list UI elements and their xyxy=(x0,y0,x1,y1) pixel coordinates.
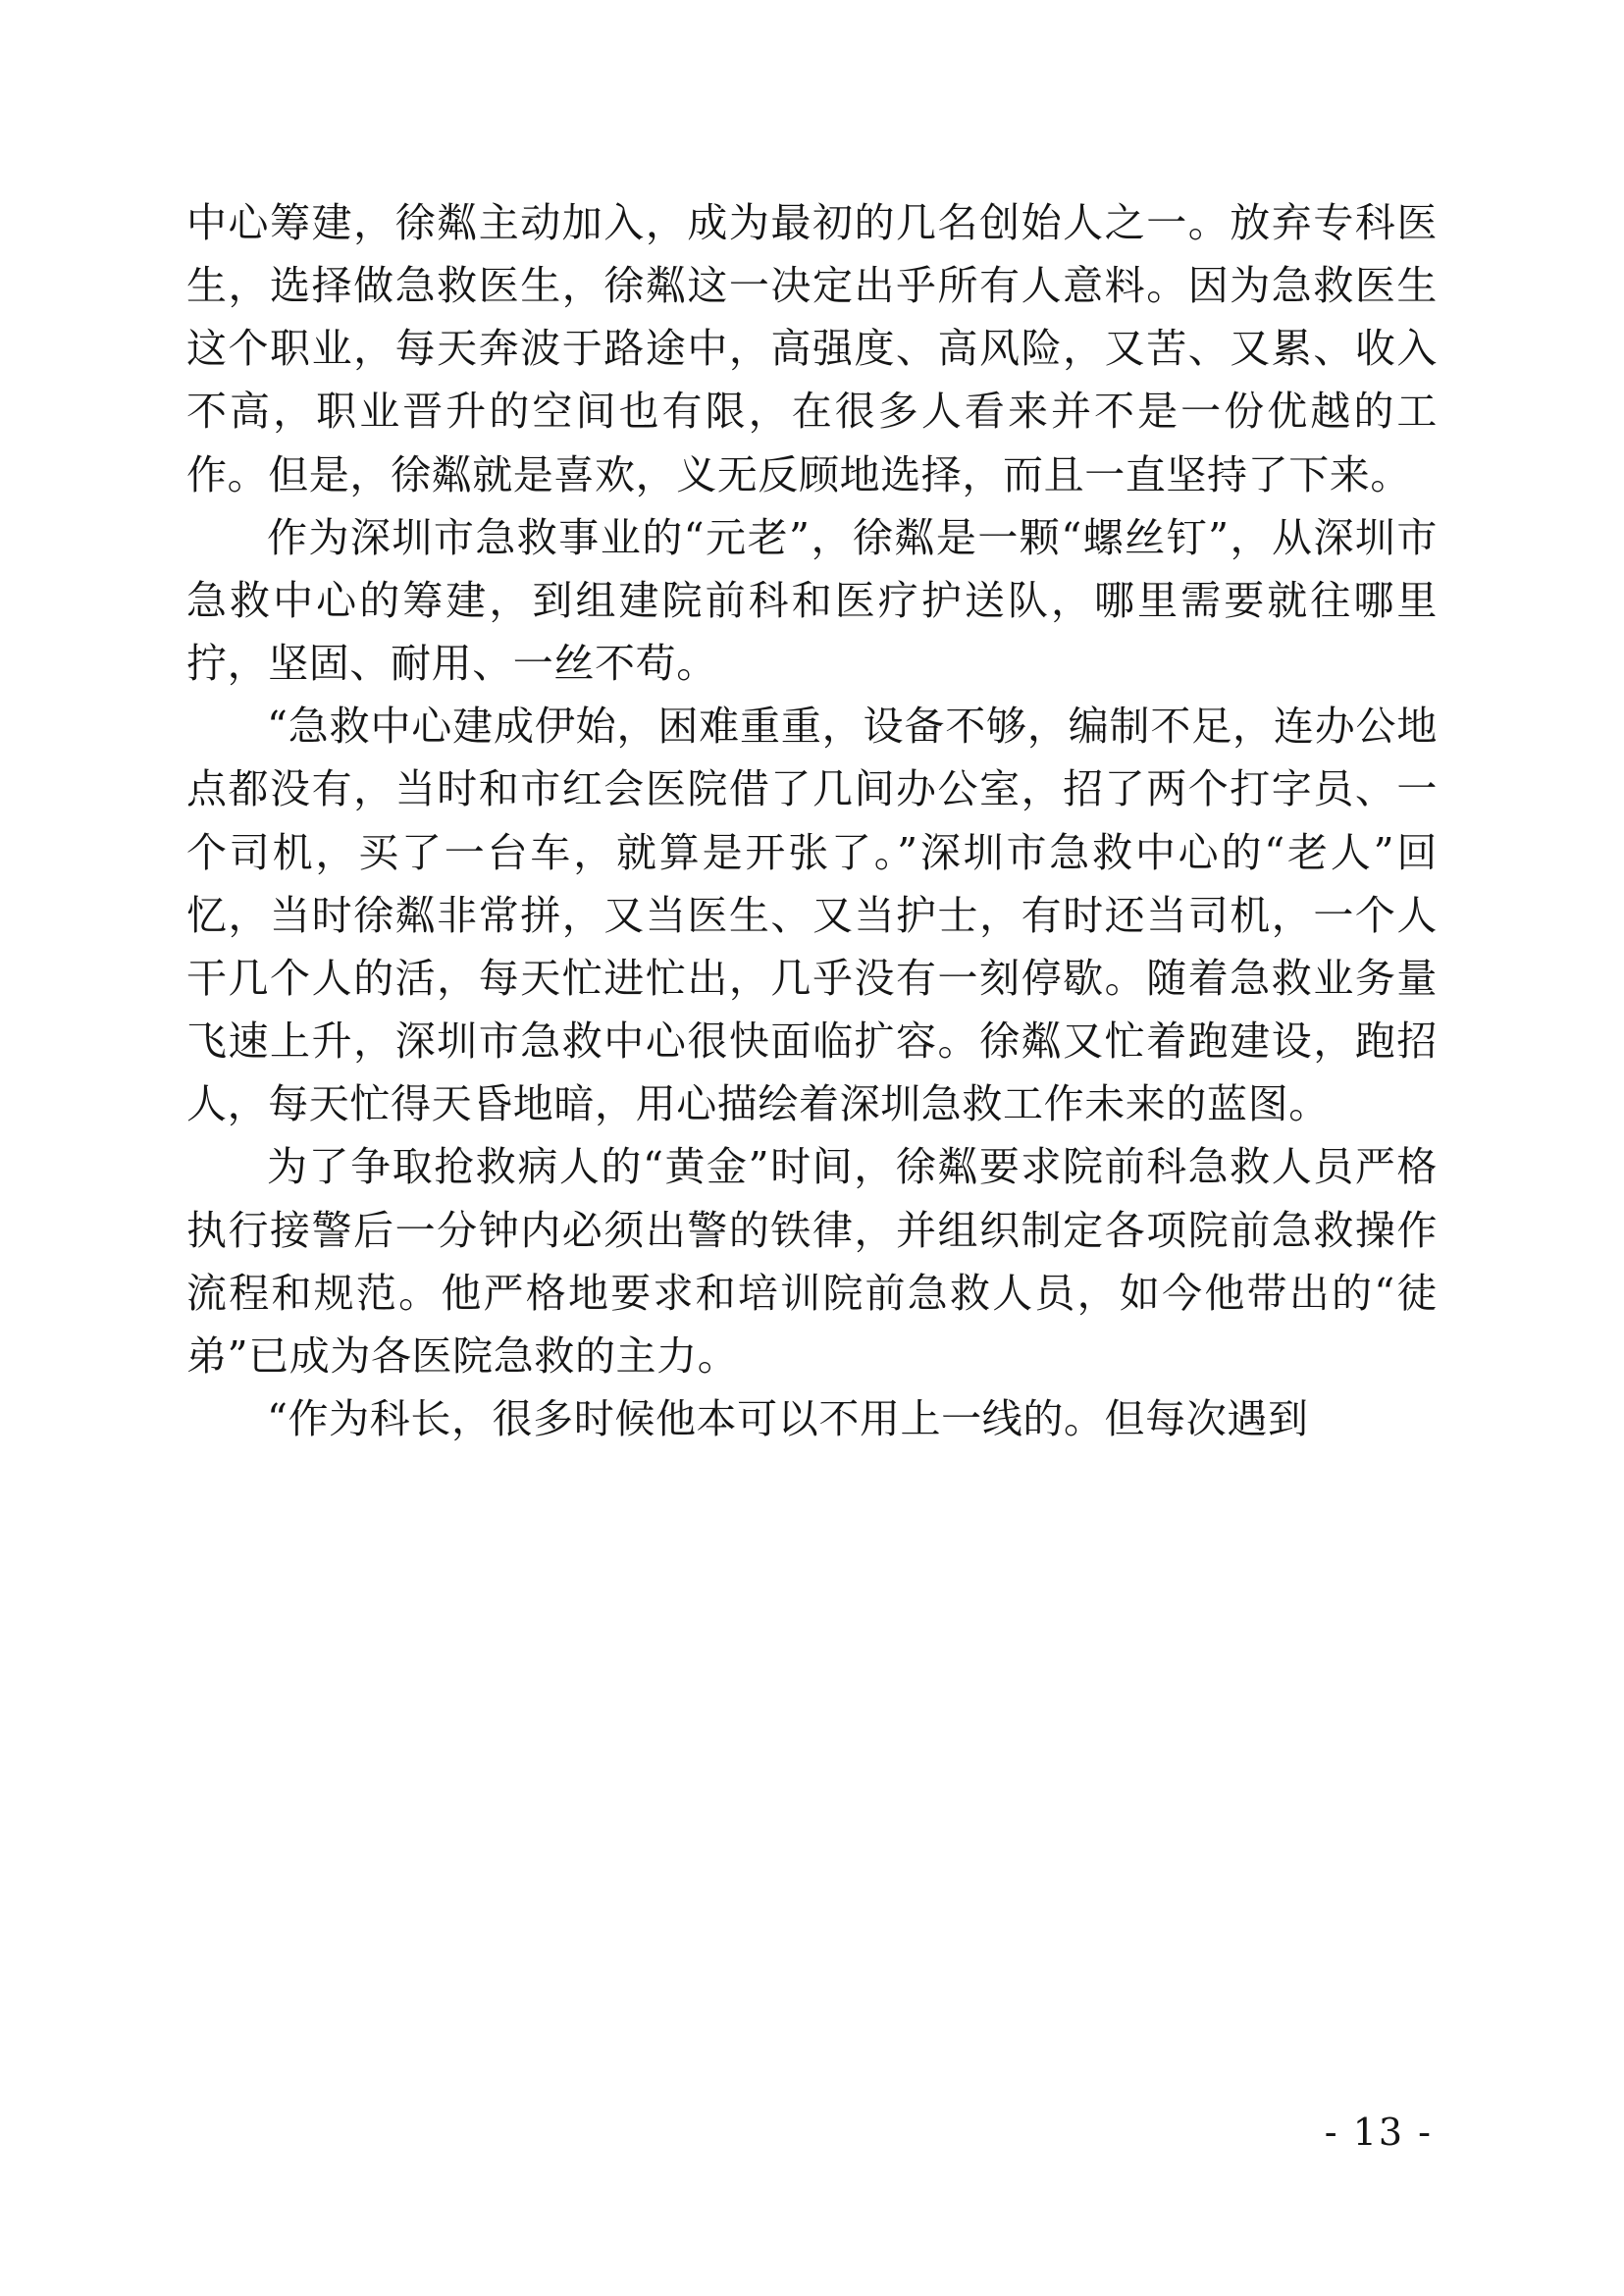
page-number: - 13 - xyxy=(1324,2111,1433,2154)
paragraph: “作为科长，很多时候他本可以不用上一线的。但每次遇到 xyxy=(267,1394,1309,1442)
paragraph: 中心筹建，徐粼主动加入，成为最初的几名创始人之一。放弃专科医生，选择做急救医生，徐粼这一决定出乎所有人意料。因为急救医生这个职业，每天奔波于路途中，高强度、高风险，又苦、又累、收入不高，职业晋升的空间也有限，在很多人看来并不是一份优越的工作。但是，徐粼就是喜欢，义无反顾地选择，而且一直坚持了下来。 xyxy=(186,199,1438,498)
paragraph: 为了争取抢救病人的“黄金”时间，徐粼要求院前科急救人员严格执行接警后一分钟内必须出警的铁律，并组织制定各项院前急救操作流程和规范。他严格地要求和培训院前急救人员，如今他带出的“徒弟”已成为各医院急救的主力。 xyxy=(186,1143,1438,1380)
paragraph: “急救中心建成伊始，困难重重，设备不够，编制不足，连办公地点都没有，当时和市红会医院借了几间办公室，招了两个打字员、一个司机，买了一台车，就算是开张了。”深圳市急救中心的“老人”回忆，当时徐粼非常拼，又当医生、又当护士，有时还当司机，一个人干几个人的活，每天忙进忙出，几乎没有一刻停歇。随着急救业务量飞速上升，深圳市急救中心很快面临扩容。徐粼又忙着跑建设，跑招人，每天忙得天昏地暗，用心描绘着深圳急救工作未来的蓝图。 xyxy=(186,703,1438,1128)
paragraph: 作为深圳市急救事业的“元老”，徐粼是一颗“螺丝钉”，从深圳市急救中心的筹建，到组建院前科和医疗护送队，哪里需要就往哪里拧，坚固、耐用、一丝不苟。 xyxy=(186,513,1438,688)
document-body xyxy=(186,191,1438,1450)
